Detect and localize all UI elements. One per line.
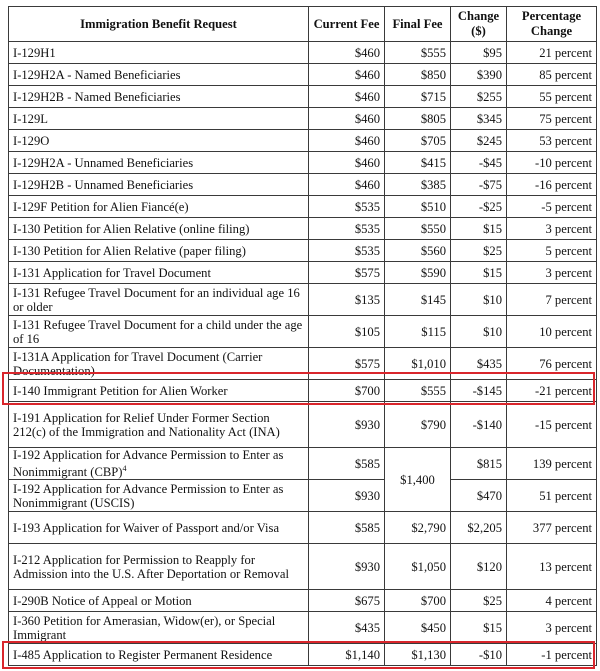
table-row: [9, 218, 597, 240]
table-row: [9, 480, 597, 512]
request-cell: I-192 Application for Advance Permission to Enter as Nonimmigrant (USCIS): [9, 480, 309, 512]
table-row: [9, 152, 597, 174]
request-cell: I-130 Petition for Alien Relative (online filing): [9, 218, 309, 240]
current-fee-cell: $460: [309, 64, 385, 86]
change-cell: -$140: [451, 402, 507, 448]
change-cell: $25: [451, 240, 507, 262]
change-cell: $435: [451, 348, 507, 380]
final-fee-cell: $1,130: [385, 644, 451, 666]
request-cell: I-129H1: [9, 42, 309, 64]
final-fee-cell: $510: [385, 196, 451, 218]
change-cell: $95: [451, 42, 507, 64]
final-fee-cell: $415: [385, 152, 451, 174]
request-cell: I-129H2A - Unnamed Beneficiaries: [9, 152, 309, 174]
final-fee-cell: $550: [385, 218, 451, 240]
request-cell: I-129L: [9, 108, 309, 130]
request-cell: [9, 448, 309, 480]
current-fee-cell: $700: [309, 380, 385, 402]
table-row: [9, 544, 597, 590]
header-percentage-change: Percentage Change: [507, 7, 597, 42]
final-fee-cell: $705: [385, 130, 451, 152]
percent-cell: 3 percent: [507, 218, 597, 240]
current-fee-cell: $1,140: [309, 644, 385, 666]
percent-cell: 5 percent: [507, 240, 597, 262]
change-cell: $255: [451, 86, 507, 108]
current-fee-cell: $105: [309, 316, 385, 348]
current-fee-cell: $930: [309, 480, 385, 512]
current-fee-cell: $435: [309, 612, 385, 644]
percent-cell: -10 percent: [507, 152, 597, 174]
request-text: I-192 Application for Advance Permission to Enter as Nonimmigrant (CBP): [13, 448, 284, 480]
percent-cell: -1 percent: [507, 644, 597, 666]
change-cell: $390: [451, 64, 507, 86]
table-row: [9, 130, 597, 152]
change-cell: $345: [451, 108, 507, 130]
final-fee-cell: $790: [385, 402, 451, 448]
percent-cell: 21 percent: [507, 42, 597, 64]
final-fee-cell: $850: [385, 64, 451, 86]
percent-cell: 377 percent: [507, 512, 597, 544]
percent-cell: 10 percent: [507, 316, 597, 348]
footnote-marker: 4: [122, 464, 127, 473]
percent-cell: 3 percent: [507, 262, 597, 284]
final-fee-cell: $700: [385, 590, 451, 612]
current-fee-cell: $535: [309, 218, 385, 240]
table-row: [9, 108, 597, 130]
table-row: [9, 348, 597, 380]
change-cell: $120: [451, 544, 507, 590]
percent-cell: -16 percent: [507, 174, 597, 196]
table-row: [9, 196, 597, 218]
final-fee-cell: $2,790: [385, 512, 451, 544]
percent-cell: 75 percent: [507, 108, 597, 130]
percent-cell: 139 percent: [507, 448, 597, 480]
table-row: [9, 512, 597, 544]
header-final-fee: Final Fee: [385, 7, 451, 42]
change-cell: -$10: [451, 644, 507, 666]
change-cell: $815: [451, 448, 507, 480]
current-fee-cell: $930: [309, 544, 385, 590]
final-fee-cell: $385: [385, 174, 451, 196]
current-fee-cell: $460: [309, 42, 385, 64]
percent-cell: -5 percent: [507, 196, 597, 218]
table-row: [9, 316, 597, 348]
current-fee-cell: $535: [309, 240, 385, 262]
request-cell: I-290B Notice of Appeal or Motion: [9, 590, 309, 612]
final-fee-cell: $715: [385, 86, 451, 108]
table-row: [9, 240, 597, 262]
table-row: [9, 86, 597, 108]
current-fee-cell: $460: [309, 130, 385, 152]
percent-cell: 53 percent: [507, 130, 597, 152]
header-change: Change ($): [451, 7, 507, 42]
request-cell: I-129H2B - Named Beneficiaries: [9, 86, 309, 108]
request-cell: I-129H2B - Unnamed Beneficiaries: [9, 174, 309, 196]
final-fee-cell-merged: $1,400: [385, 448, 451, 512]
percent-cell: 76 percent: [507, 348, 597, 380]
request-cell: I-360 Petition for Amerasian, Widow(er), or Special Immigrant: [9, 612, 309, 644]
header-current-fee: Current Fee: [309, 7, 385, 42]
change-cell: -$75: [451, 174, 507, 196]
request-cell: I-131 Refugee Travel Document for an individual age 16 or older: [9, 284, 309, 316]
table-row: [9, 64, 597, 86]
request-cell: I-485 Application to Register Permanent Residence: [9, 644, 309, 666]
current-fee-cell: $930: [309, 402, 385, 448]
fee-table-container: [8, 6, 596, 666]
current-fee-cell: $460: [309, 108, 385, 130]
change-cell: $15: [451, 218, 507, 240]
request-cell: I-129F Petition for Alien Fiancé(e): [9, 196, 309, 218]
percent-cell: 7 percent: [507, 284, 597, 316]
current-fee-cell: $585: [309, 448, 385, 480]
current-fee-cell: $460: [309, 152, 385, 174]
table-row-highlighted: [9, 380, 597, 402]
change-cell: $10: [451, 316, 507, 348]
request-cell: I-129H2A - Named Beneficiaries: [9, 64, 309, 86]
final-fee-cell: $115: [385, 316, 451, 348]
final-fee-cell: $590: [385, 262, 451, 284]
change-cell: -$25: [451, 196, 507, 218]
table-row: [9, 262, 597, 284]
percent-cell: -21 percent: [507, 380, 597, 402]
table-row: [9, 402, 597, 448]
final-fee-cell: $560: [385, 240, 451, 262]
final-fee-cell: $555: [385, 42, 451, 64]
final-fee-cell: $1,050: [385, 544, 451, 590]
change-cell: $25: [451, 590, 507, 612]
header-row: [9, 7, 597, 42]
fee-table: [8, 6, 597, 666]
request-cell: I-129O: [9, 130, 309, 152]
current-fee-cell: $675: [309, 590, 385, 612]
current-fee-cell: $575: [309, 348, 385, 380]
percent-cell: 55 percent: [507, 86, 597, 108]
current-fee-cell: $135: [309, 284, 385, 316]
final-fee-cell: $145: [385, 284, 451, 316]
request-cell: I-191 Application for Relief Under Former Section 212(c) of the Immigration and Nationality Act (INA): [9, 402, 309, 448]
current-fee-cell: $585: [309, 512, 385, 544]
header-request: Immigration Benefit Request: [9, 7, 309, 42]
percent-cell: 85 percent: [507, 64, 597, 86]
change-cell: $15: [451, 612, 507, 644]
request-cell: I-131A Application for Travel Document (Carrier Documentation): [9, 348, 309, 380]
request-cell: I-212 Application for Permission to Reapply for Admission into the U.S. After Deportation or Removal: [9, 544, 309, 590]
table-row: [9, 612, 597, 644]
request-cell: I-131 Refugee Travel Document for a child under the age of 16: [9, 316, 309, 348]
change-cell: $470: [451, 480, 507, 512]
change-cell: $15: [451, 262, 507, 284]
change-cell: -$145: [451, 380, 507, 402]
request-cell: I-130 Petition for Alien Relative (paper filing): [9, 240, 309, 262]
current-fee-cell: $460: [309, 86, 385, 108]
final-fee-cell: $555: [385, 380, 451, 402]
request-cell: I-193 Application for Waiver of Passport and/or Visa: [9, 512, 309, 544]
table-row: [9, 284, 597, 316]
percent-cell: 13 percent: [507, 544, 597, 590]
current-fee-cell: $535: [309, 196, 385, 218]
final-fee-cell: $805: [385, 108, 451, 130]
request-cell: I-131 Application for Travel Document: [9, 262, 309, 284]
table-row-highlighted: [9, 644, 597, 666]
table-row: [9, 590, 597, 612]
percent-cell: 3 percent: [507, 612, 597, 644]
table-row: [9, 448, 597, 480]
change-cell: $2,205: [451, 512, 507, 544]
percent-cell: -15 percent: [507, 402, 597, 448]
final-fee-cell: $450: [385, 612, 451, 644]
final-fee-cell: $1,010: [385, 348, 451, 380]
change-cell: $245: [451, 130, 507, 152]
change-cell: $10: [451, 284, 507, 316]
percent-cell: 4 percent: [507, 590, 597, 612]
current-fee-cell: $460: [309, 174, 385, 196]
change-cell: -$45: [451, 152, 507, 174]
current-fee-cell: $575: [309, 262, 385, 284]
table-row: [9, 42, 597, 64]
table-row: [9, 174, 597, 196]
request-cell: I-140 Immigrant Petition for Alien Worker: [9, 380, 309, 402]
percent-cell: 51 percent: [507, 480, 597, 512]
